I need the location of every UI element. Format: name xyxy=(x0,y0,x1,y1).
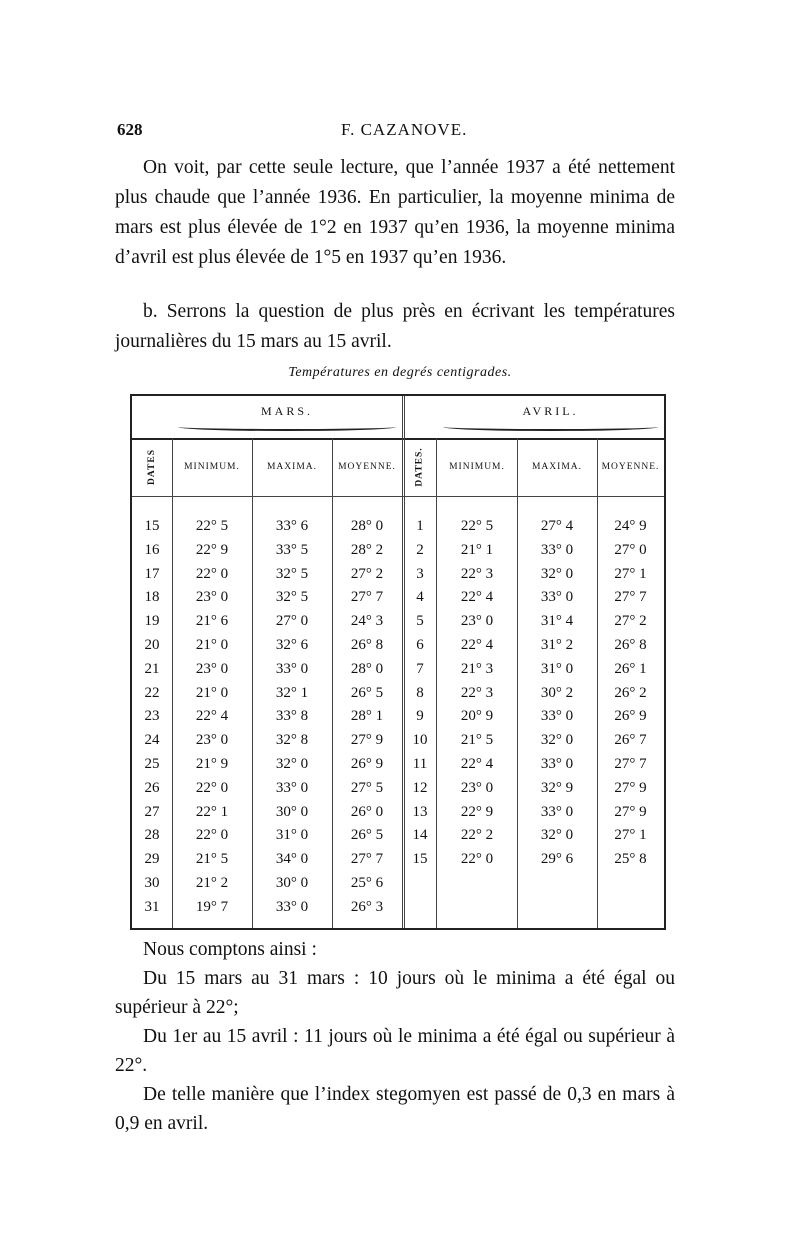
cell-moy-avril: 27° 2 xyxy=(614,613,647,630)
cell-min-avril: 20° 9 xyxy=(460,708,494,725)
col-header-minimum: MINIMUM. xyxy=(184,462,240,472)
table-row xyxy=(132,589,664,611)
cell-moy-avril: 26° 2 xyxy=(614,684,647,701)
cell-max-mars: 32° 1 xyxy=(275,684,309,701)
table-row xyxy=(132,518,664,540)
col-header-maxima-avril: MAXIMA. xyxy=(531,462,582,472)
col-header-moyenne-avril: MOYENNE. xyxy=(601,462,660,472)
cell-max-avril: 33° 0 xyxy=(540,541,574,558)
cell-date-mars: 22 xyxy=(144,684,160,701)
cell-moy-mars: 28° 2 xyxy=(350,541,384,558)
cell-max-avril: 33° 0 xyxy=(540,708,574,725)
cell-moy-mars: 26° 0 xyxy=(350,803,384,820)
cell-moy-mars: 26° 9 xyxy=(350,756,384,772)
cell-moy-avril: 27° 9 xyxy=(614,779,647,796)
cell-date-avril: 11 xyxy=(412,756,428,772)
cell-max-mars: 33° 8 xyxy=(275,708,309,725)
cell-date-avril: 12 xyxy=(412,779,428,796)
cell-date-avril: 10 xyxy=(412,732,428,749)
cell-min-avril: 22° 0 xyxy=(460,851,494,868)
cell-max-mars: 32° 0 xyxy=(275,756,309,772)
table-row xyxy=(132,566,664,588)
cell-date-avril: 2 xyxy=(416,541,424,558)
cell-max-avril: 30° 2 xyxy=(540,684,574,701)
cell-moy-mars: 24° 3 xyxy=(350,613,384,630)
cell-max-mars: 34° 0 xyxy=(275,851,309,868)
cell-moy-mars: 26° 8 xyxy=(350,637,384,653)
cell-date-mars: 23 xyxy=(144,708,160,725)
cell-moy-avril: 27° 0 xyxy=(614,541,647,558)
cell-min-avril: 21° 1 xyxy=(460,541,494,558)
cell-max-avril: 32° 0 xyxy=(540,827,574,844)
cell-max-avril: 32° 0 xyxy=(540,565,574,582)
cell-max-mars: 32° 5 xyxy=(275,589,309,606)
cell-moy-mars: 27° 7 xyxy=(350,851,384,868)
cell-date-mars: 28 xyxy=(144,827,160,844)
cell-min-mars: 21° 2 xyxy=(195,875,229,891)
cell-min-mars: 21° 0 xyxy=(195,637,229,653)
cell-min-mars: 21° 0 xyxy=(195,684,229,701)
cell-moy-mars: 28° 0 xyxy=(350,518,384,534)
cell-moy-mars: 27° 2 xyxy=(350,565,384,582)
cell-min-mars: 23° 0 xyxy=(195,732,229,749)
cell-min-mars: 21° 5 xyxy=(195,851,229,868)
cell-max-avril: 29° 6 xyxy=(540,851,574,868)
col-header-maxima: MAXIMA. xyxy=(266,462,317,472)
cell-date-avril: 6 xyxy=(416,637,424,653)
cell-moy-avril: 27° 7 xyxy=(614,589,647,606)
cell-moy-mars: 27° 9 xyxy=(350,732,384,749)
page-number: 628 xyxy=(117,120,143,139)
cell-min-mars: 23° 0 xyxy=(195,589,229,606)
cell-max-mars: 30° 0 xyxy=(275,803,309,820)
cell-min-mars: 22° 4 xyxy=(195,708,229,725)
conclusion-line-3: Du 1er au 15 avril : 11 jours où le minima a été égal ou supérieur à 22°. xyxy=(115,1026,675,1076)
cell-max-mars: 30° 0 xyxy=(275,875,309,891)
col-header-dates: DATES xyxy=(146,449,157,485)
cell-date-mars: 24 xyxy=(144,732,160,749)
cell-date-mars: 21 xyxy=(144,660,160,677)
cell-min-avril: 23° 0 xyxy=(460,613,494,630)
cell-moy-mars: 26° 5 xyxy=(350,684,384,701)
table-caption: Températures en degrés centigrades. xyxy=(288,365,512,380)
cell-date-mars: 26 xyxy=(144,779,160,796)
cell-min-mars: 19° 7 xyxy=(195,898,229,915)
cell-min-avril: 22° 9 xyxy=(460,803,494,820)
col-header-dates-avril: DATES. xyxy=(415,447,426,487)
cell-min-avril: 22° 4 xyxy=(460,589,494,606)
cell-moy-avril: 27° 7 xyxy=(614,756,647,772)
cell-moy-mars: 27° 7 xyxy=(350,589,384,606)
cell-min-avril: 23° 0 xyxy=(460,779,494,796)
cell-min-mars: 22° 9 xyxy=(195,541,229,558)
cell-min-mars: 22° 0 xyxy=(195,827,229,844)
table-row xyxy=(132,804,664,826)
cell-min-avril: 22° 3 xyxy=(460,684,494,701)
cell-max-mars: 32° 5 xyxy=(275,565,309,582)
cell-moy-mars: 28° 0 xyxy=(350,660,384,677)
table-row xyxy=(132,732,664,754)
conclusion xyxy=(115,935,675,1134)
table-row xyxy=(132,542,664,564)
cell-min-avril: 22° 4 xyxy=(460,637,494,653)
cell-moy-avril: 27° 9 xyxy=(614,803,647,820)
cell-max-avril: 32° 0 xyxy=(540,732,574,749)
cell-min-avril: 22° 3 xyxy=(460,565,494,582)
paragraph-intro: On voit, par cette seule lecture, que l’année 1937 a été nettement plus chaude que l’année 1936. En particulier, la moyenne minima de mars est plus élevée de 1°2 en 1937 qu’en 1936, la moyenne minima d’avril est plus élevée de 1°5 en 1937 qu’en 1936. xyxy=(115,157,675,268)
conclusion-line-2: Du 15 mars au 31 mars : 10 jours où le minima a été égal ou supérieur à 22°; xyxy=(115,968,675,1018)
cell-max-mars: 33° 0 xyxy=(275,779,309,796)
group-label-avril: AVRIL. xyxy=(522,404,579,418)
conclusion-line-1: Nous comptons ainsi : xyxy=(143,939,317,960)
cell-moy-mars: 26° 3 xyxy=(350,898,384,915)
cell-max-avril: 33° 0 xyxy=(540,589,574,606)
table-row xyxy=(132,875,664,897)
cell-date-mars: 31 xyxy=(144,898,160,915)
cell-min-avril: 22° 5 xyxy=(460,518,494,534)
cell-date-mars: 18 xyxy=(144,589,160,606)
table-row xyxy=(132,613,664,635)
cell-date-mars: 27 xyxy=(144,803,160,820)
cell-moy-avril: 27° 1 xyxy=(614,565,647,582)
table-row xyxy=(132,685,664,707)
table-row xyxy=(132,637,664,659)
paragraph-b: b. Serrons la question de plus près en écrivant les températures journalières du 15 mars au 15 avril. xyxy=(115,301,675,352)
cell-date-avril: 8 xyxy=(416,684,424,701)
cell-max-avril: 27° 4 xyxy=(540,518,574,534)
cell-min-mars: 22° 0 xyxy=(195,565,229,582)
table-row xyxy=(132,756,664,778)
cell-min-avril: 22° 2 xyxy=(460,827,494,844)
conclusion-line-4: De telle manière que l’index stegomyen est passé de 0,3 en mars à 0,9 en avril. xyxy=(115,1084,675,1134)
table-row xyxy=(132,708,664,730)
cell-moy-mars: 26° 5 xyxy=(350,827,384,844)
cell-date-avril: 15 xyxy=(412,851,428,868)
cell-max-avril: 31° 0 xyxy=(540,660,574,677)
cell-date-mars: 25 xyxy=(144,756,160,772)
cell-max-mars: 33° 0 xyxy=(275,898,309,915)
cell-date-mars: 17 xyxy=(144,565,160,582)
cell-max-avril: 31° 2 xyxy=(540,637,574,653)
cell-max-mars: 27° 0 xyxy=(275,613,309,630)
cell-moy-avril: 26° 9 xyxy=(614,708,647,725)
table-row xyxy=(132,827,664,849)
cell-min-mars: 22° 0 xyxy=(195,779,229,796)
cell-min-mars: 22° 1 xyxy=(195,803,229,820)
cell-max-mars: 32° 6 xyxy=(275,637,309,653)
cell-moy-mars: 27° 5 xyxy=(350,779,384,796)
cell-min-avril: 21° 3 xyxy=(460,660,494,677)
cell-date-mars: 29 xyxy=(144,851,160,868)
cell-max-avril: 32° 9 xyxy=(540,779,574,796)
cell-max-mars: 31° 0 xyxy=(275,827,309,844)
group-label-mars: MARS. xyxy=(260,404,313,418)
cell-min-mars: 21° 6 xyxy=(195,613,229,630)
cell-max-avril: 31° 4 xyxy=(540,613,574,630)
cell-date-mars: 16 xyxy=(144,541,160,558)
page-header xyxy=(117,120,677,142)
cell-date-avril: 4 xyxy=(416,589,424,606)
col-header-moyenne: MOYENNE. xyxy=(338,462,396,472)
cell-max-mars: 33° 6 xyxy=(275,518,309,534)
cell-max-mars: 32° 8 xyxy=(275,732,309,749)
cell-moy-mars: 28° 1 xyxy=(350,708,384,725)
cell-min-mars: 21° 9 xyxy=(195,756,229,772)
cell-max-mars: 33° 0 xyxy=(275,660,309,677)
cell-date-avril: 9 xyxy=(416,708,424,725)
cell-date-mars: 19 xyxy=(144,613,160,630)
cell-moy-avril: 24° 9 xyxy=(614,518,647,534)
cell-moy-avril: 27° 1 xyxy=(614,827,647,844)
cell-date-mars: 30 xyxy=(144,875,160,891)
running-title: F. CAZANOVE. xyxy=(341,120,468,139)
table-row xyxy=(132,851,664,873)
cell-max-avril: 33° 0 xyxy=(540,803,574,820)
table-row xyxy=(132,780,664,802)
cell-date-mars: 20 xyxy=(144,637,160,653)
group-header-mars xyxy=(172,404,402,431)
cell-moy-avril: 25° 8 xyxy=(614,851,647,868)
cell-max-mars: 33° 5 xyxy=(275,541,309,558)
cell-date-avril: 7 xyxy=(416,660,424,677)
table-row xyxy=(132,899,664,921)
cell-moy-avril: 26° 7 xyxy=(614,732,647,749)
cell-date-avril: 14 xyxy=(412,827,428,844)
cell-min-mars: 22° 5 xyxy=(195,518,229,534)
cell-moy-avril: 26° 1 xyxy=(614,660,647,677)
cell-min-mars: 23° 0 xyxy=(195,660,229,677)
cell-min-avril: 22° 4 xyxy=(460,756,494,772)
cell-date-avril: 13 xyxy=(412,803,428,820)
table-row xyxy=(132,661,664,683)
cell-date-avril: 3 xyxy=(416,565,424,582)
cell-max-avril: 33° 0 xyxy=(540,756,574,772)
group-header-avril xyxy=(437,404,664,431)
cell-moy-mars: 25° 6 xyxy=(350,875,384,891)
cell-date-avril: 1 xyxy=(416,518,424,534)
cell-min-avril: 21° 5 xyxy=(460,732,494,749)
cell-moy-avril: 26° 8 xyxy=(614,637,647,653)
cell-date-avril: 5 xyxy=(416,613,424,630)
col-header-minimum-avril: MINIMUM. xyxy=(449,462,505,472)
temperature-table xyxy=(130,394,666,930)
cell-date-mars: 15 xyxy=(144,518,160,534)
